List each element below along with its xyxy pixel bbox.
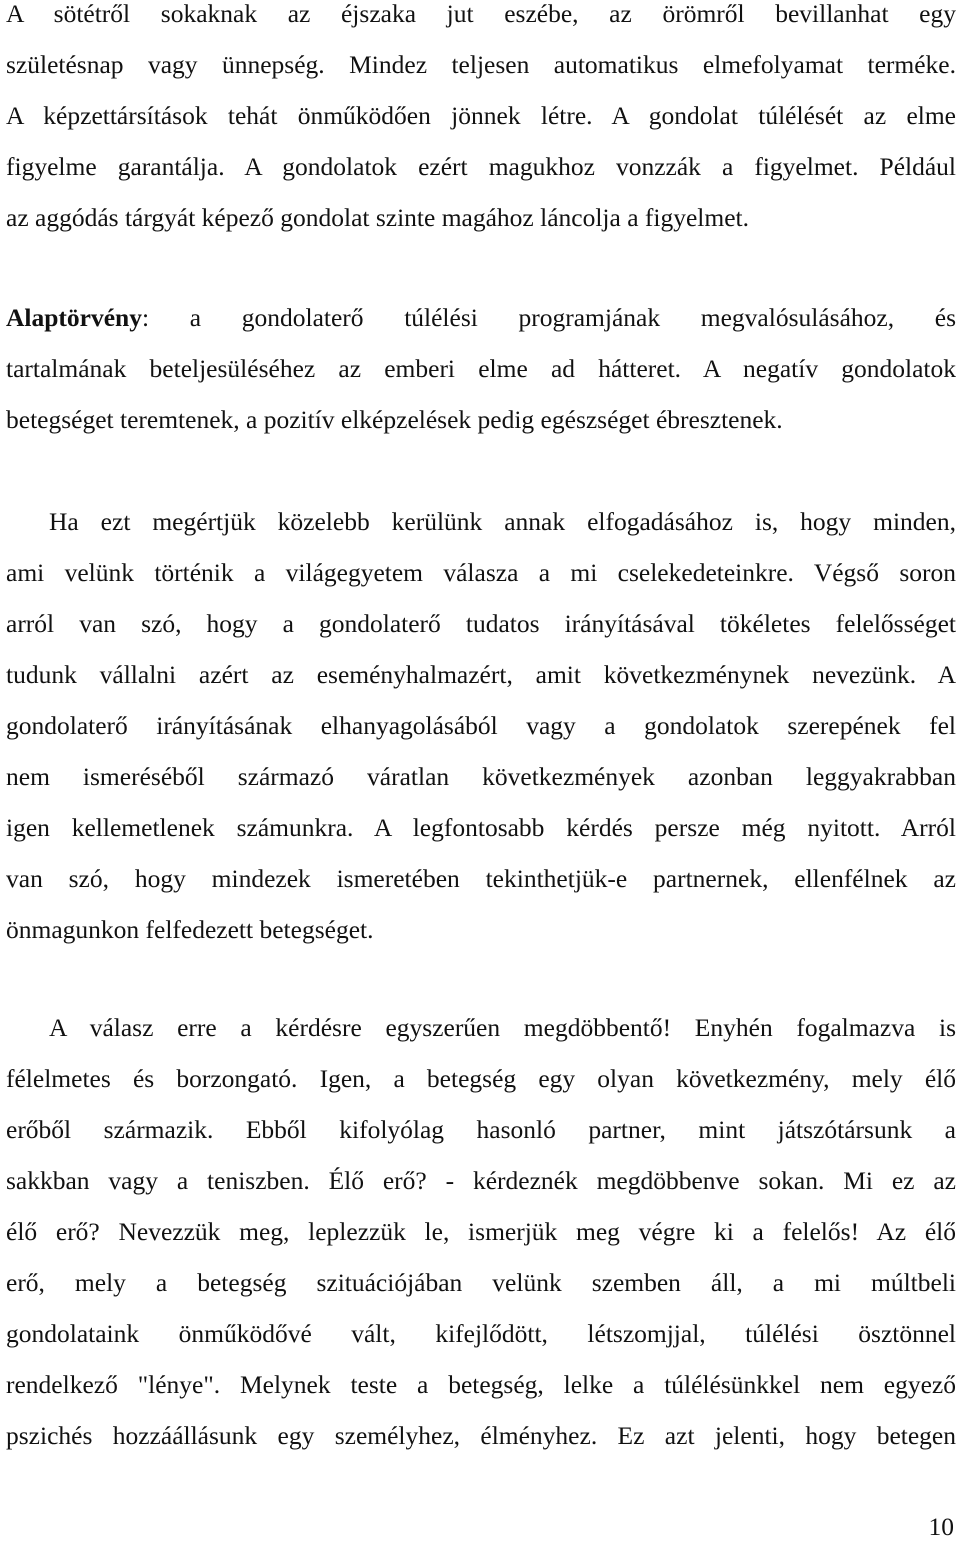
text-line: figyelme garantálja. A gondolatok ezért magukhoz vonzzák a figyelmet. Például bbox=[6, 152, 956, 181]
text-line: tartalmának beteljesüléséhez az emberi elme ad hátteret. A negatív gondolatok bbox=[6, 354, 956, 383]
text-line: igen kellemetlenek számunkra. A legfontosabb kérdés persze még nyitott. Arról bbox=[6, 813, 956, 842]
lead-rest: : a gondolaterő túlélési programjának megvalósulásához, és bbox=[142, 303, 956, 332]
paragraph-4 bbox=[6, 1002, 956, 1461]
text-line: gondolataink önműködővé vált, kifejlődött, létszomjjal, túlélési ösztönnel bbox=[6, 1319, 956, 1348]
text-line: gondolaterő irányításának elhanyagolásából vagy a gondolatok szerepének fel bbox=[6, 711, 956, 740]
text-line: erőből származik. Ebből kifolyólag hasonló partner, mint játszótársunk a bbox=[6, 1115, 956, 1144]
bold-term: Alaptörvény bbox=[6, 303, 142, 332]
text-line: erő, mely a betegség szituációjában velünk szemben áll, a mi múltbeli bbox=[6, 1268, 956, 1297]
text-line: A sötétről sokaknak az éjszaka jut eszébe, az örömről bevillanhat egy bbox=[6, 0, 956, 28]
paragraph-1 bbox=[6, 0, 956, 243]
text-line: A válasz erre a kérdésre egyszerűen megdöbbentő! Enyhén fogalmazva is bbox=[49, 1013, 956, 1042]
text-line: önmagunkon felfedezett betegséget. bbox=[6, 915, 374, 944]
paragraph-2 bbox=[6, 292, 956, 445]
text-line: tudunk vállalni azért az eseményhalmazért, amit következménynek nevezünk. A bbox=[6, 660, 956, 689]
text-line: betegséget teremtenek, a pozitív elképzelések pedig egészséget ébresztenek. bbox=[6, 405, 783, 434]
text-line: A képzettársítások tehát önműködően jönnek létre. A gondolat túlélését az elme bbox=[6, 101, 956, 130]
text-line: születésnap vagy ünnepség. Mindez teljesen automatikus elmefolyamat terméke. bbox=[6, 50, 956, 79]
text-line: az aggódás tárgyát képező gondolat szinte magához láncolja a figyelmet. bbox=[6, 203, 749, 232]
text-line: nem ismeréséből származó váratlan következmények azonban leggyakrabban bbox=[6, 762, 956, 791]
paragraph-3 bbox=[6, 496, 956, 955]
text-line: félelmetes és borzongató. Igen, a betegség egy olyan következmény, mely élő bbox=[6, 1064, 956, 1093]
text-line: arról van szó, hogy a gondolaterő tudatos irányításával tökéletes felelősséget bbox=[6, 609, 956, 638]
page-number: 10 bbox=[928, 1512, 954, 1541]
text-line-lead bbox=[6, 292, 956, 343]
text-line: pszichés hozzáállásunk egy személyhez, élményhez. Ez azt jelenti, hogy betegen bbox=[6, 1421, 956, 1450]
text-line: rendelkező "lénye". Melynek teste a betegség, lelke a túlélésünkkel nem egyező bbox=[6, 1370, 956, 1399]
text-line: ami velünk történik a világegyetem válasza a mi cselekedeteinkre. Végső soron bbox=[6, 558, 956, 587]
text-line: van szó, hogy mindezek ismeretében tekinthetjük-e partnernek, ellenfélnek az bbox=[6, 864, 956, 893]
text-line: sakkban vagy a teniszben. Élő erő? - kérdeznék megdöbbenve sokan. Mi ez az bbox=[6, 1166, 956, 1195]
text-line: élő erő? Nevezzük meg, leplezzük le, ismerjük meg végre ki a felelős! Az élő bbox=[6, 1217, 956, 1246]
text-line: Ha ezt megértjük közelebb kerülünk annak elfogadásához is, hogy minden, bbox=[49, 507, 956, 536]
